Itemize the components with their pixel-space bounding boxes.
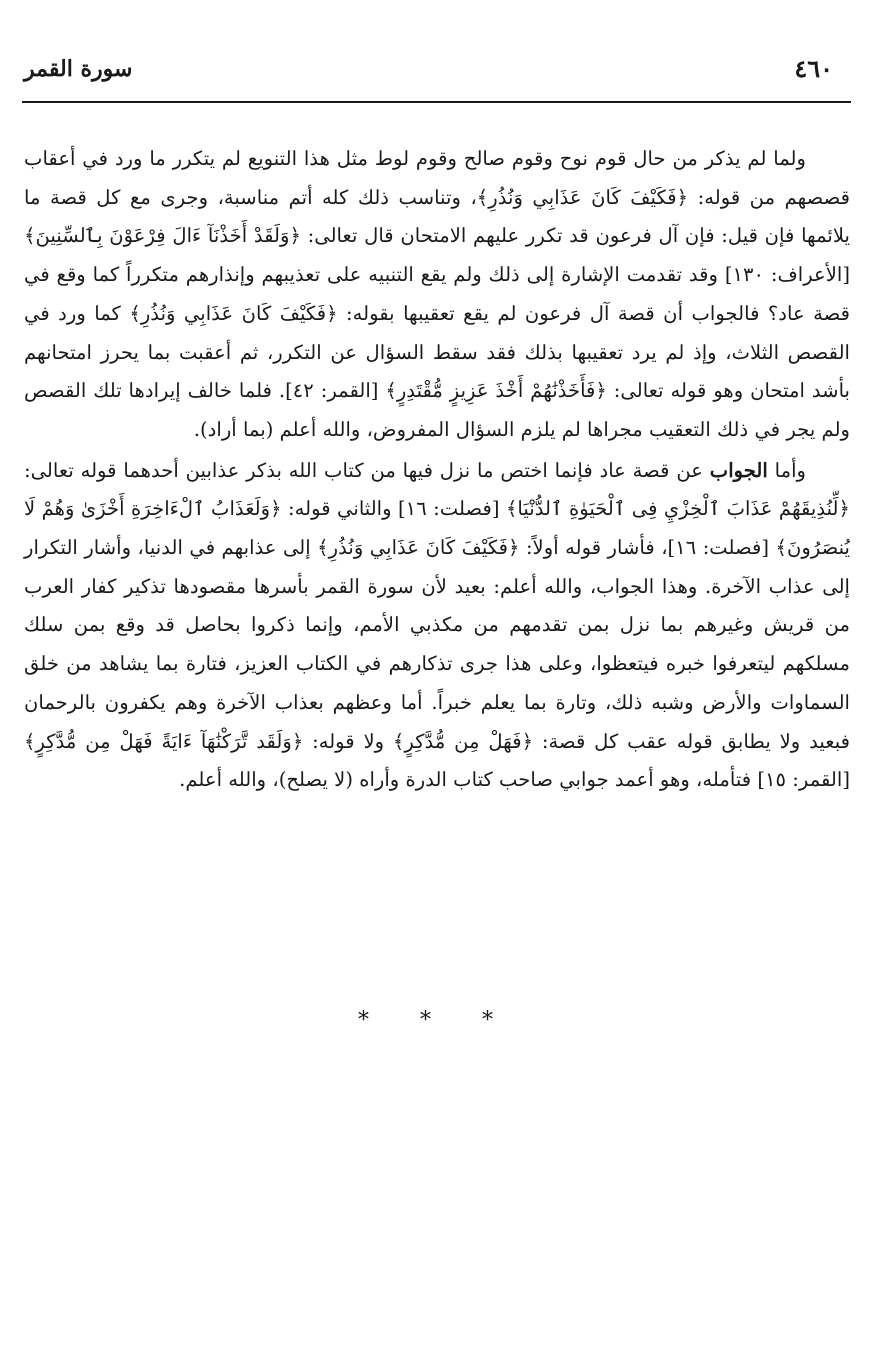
- paragraph: [24, 140, 850, 450]
- paragraph-text: ولما لم يذكر من حال قوم نوح وقوم صالح وقوم لوط مثل هذا التنويع لم يتكرر ما ورد في أعقاب قصصهم من قوله: ﴿فَكَيْفَ كَانَ عَذَابِي وَنُذُرِ﴾، وتناسب ذلك كله أتم مناسبة، وجرى مع كل قصة ما يلائمها فإن قيل: فإن آل فرعون قد تكرر عليهم الامتحان قال تعالى: ﴿وَلَقَدْ أَخَذْنَآ ءَالَ فِرْعَوْنَ بِٱلسِّنِينَ﴾ [الأعراف: ١٣٠] وقد تقدمت الإشارة إلى ذلك ولم يقع التنبيه على تعذيبهم وإنذارهم متكرراً كما وقع في قصة عاد؟ فالجواب أن قصة آل فرعون لم يقع تعقيبها بقوله: ﴿فَكَيْفَ كَانَ عَذَابِي وَنُذُرِ﴾ كما ورد في القصص الثلاث، وإذ لم يرد تعقيبها بذلك فقد سقط السؤال عن التكرر، ثم أعقبت بما يحرز امتحانهم بأشد امتحان وهو قوله تعالى: ﴿فَأَخَذْنَٰهُمْ أَخْذَ عَزِيزٍ مُّقْتَدِرٍ﴾ [القمر: ٤٢]. فلما خالف إيرادها تلك القصص ولم يجر في ذلك التعقيب مجراها لم يلزم السؤال المفروض، والله أعلم (بما أراد).: [24, 147, 850, 441]
- body-text: [24, 140, 850, 800]
- page-header: [22, 48, 851, 100]
- paragraph-text: عن قصة عاد فإنما اختص ما نزل فيها من كتاب الله بذكر عذابين أحدهما قوله تعالى: ﴿لِّنُذِيقَهُمْ عَذَابَ ٱلْخِزْيِ فِى ٱلْحَيَوٰةِ ٱلدُّنْيَا﴾ [فصلت: ١٦] والثاني قوله: ﴿وَلَعَذَابُ ٱلْءَاخِرَةِ أَخْزَىٰ وَهُمْ لَا يُنصَرُونَ﴾ [فصلت: ١٦]، فأشار قوله أولاً: ﴿فَكَيْفَ كَانَ عَذَابِي وَنُذُرِ﴾ إلى عذابهم في الدنيا، وأشار التكرار إلى عذاب الآخرة. وهذا الجواب، والله أعلم: بعيد لأن سورة القمر بأسرها مقصودها تذكير كفار العرب من قريش وغيرهم بما نزل بمن تقدمهم من مكذبي الأمم، وإنما ذكروا بحاصل قد وقع بمن سلك مسلكهم ليتعرفوا خبره فيتعظوا، وعلى هذا جرى تذكارهم في الكتاب العزيز، فتارة بما يشاهد من خلق السماوات والأرض وشبه ذلك، وتارة بما يعلم خبراً. أما وعظهم بعذاب الآخرة وهم يكفرون بالرحمان فبعيد ولا يطابق قوله عقب كل قصة: ﴿فَهَلْ مِن مُّدَّكِرٍ﴾ ولا قوله: ﴿وَلَقَد تَّرَكْنَٰهَآ ءَايَةً فَهَلْ مِن مُّدَّكِرٍ﴾ [القمر: ١٥] فتأمله، وهو أعمد جوابي صاحب كتاب الدرة وأراه (لا يصلح)، والله أعلم.: [24, 458, 851, 792]
- paragraph: [24, 452, 850, 800]
- header-divider: [22, 101, 851, 103]
- section-separator: * * *: [358, 1008, 515, 1033]
- bold-keyword: الجواب: [709, 458, 768, 482]
- running-title: سورة القمر: [24, 56, 133, 82]
- paragraph-lead: وأما: [767, 458, 807, 482]
- page-number: ٤٦٠: [794, 54, 833, 83]
